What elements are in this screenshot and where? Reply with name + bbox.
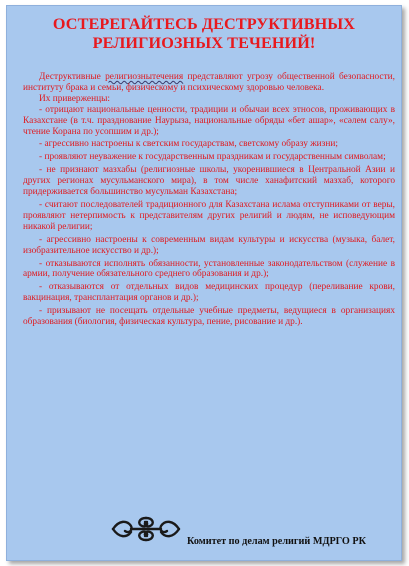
followers-heading: Их приверженцы: [39, 93, 110, 104]
list-item-4: - не признают мазхабы (религиозные школы, укоренившиеся в Центральной Азии и других регионах мусульманского мира), в том числе ханафитский мазхаб, которого придерживается большинство мусульман Казахстана; [23, 165, 395, 198]
intro-before: Деструктивные [39, 72, 106, 82]
title-line-1: ОСТЕРЕГАЙТЕСЬ ДЕСТРУКТИВНЫХ [52, 15, 356, 33]
intro-after: представляют угрозу общественной безопасности, институту брака и семьи, физическому и психическому здоровью человека. [23, 72, 395, 93]
list-item-9: - призывают не посещать отдельные учебные предметы, ведущиеся в организациях образования (биология, физическая культура, пение, рисование и др.). [23, 306, 395, 328]
list-item-3: - проявляют неуважение к государственным праздникам и государственным символам; [39, 152, 386, 163]
intro-underlined-term: религиознытечения [105, 72, 184, 82]
list-item-6: - агрессивно настроены к современным видам культуры и искусства (музыка, балет, изобразительное искусство и др.); [23, 234, 395, 256]
footer-signature: Комитет по делам религий МДРГО РК [187, 536, 366, 547]
title-line-2: РЕЛИГИОЗНЫХ ТЕЧЕНИЙ! [92, 34, 316, 52]
list-item-5: - считают последователей традиционного для Казахстана ислама отступниками от веры, проявляют нетерпимость к представителям других религий и людям, не исповедующим никакой религии; [23, 199, 395, 232]
list-item-2: - агрессивно настроены к светским государствам, светскому образу жизни; [39, 139, 338, 150]
warning-text [23, 72, 395, 330]
page-title [7, 15, 401, 53]
list-item-1: - отрицают национальные ценности, традиции и обычаи всех этносов, проживающих в Казахстане (в т.ч. празднование Наурыза, национальные обряды «бет ашар», «сәлем салу», чтение Корана по усопшим и др.); [23, 104, 395, 137]
list-item-7: - отказываются исполнять обязанности, установленные законодательством (служение в армии, получение обязательного среднего образования и др.); [23, 258, 395, 280]
list-item-8: - отказываются от отдельных видов медицинских процедур (переливание крови, вакцинация, трансплантация органов и др.); [23, 282, 395, 304]
kazakh-ornament-icon [109, 514, 183, 544]
intro-paragraph [23, 72, 395, 94]
poster [6, 5, 402, 561]
